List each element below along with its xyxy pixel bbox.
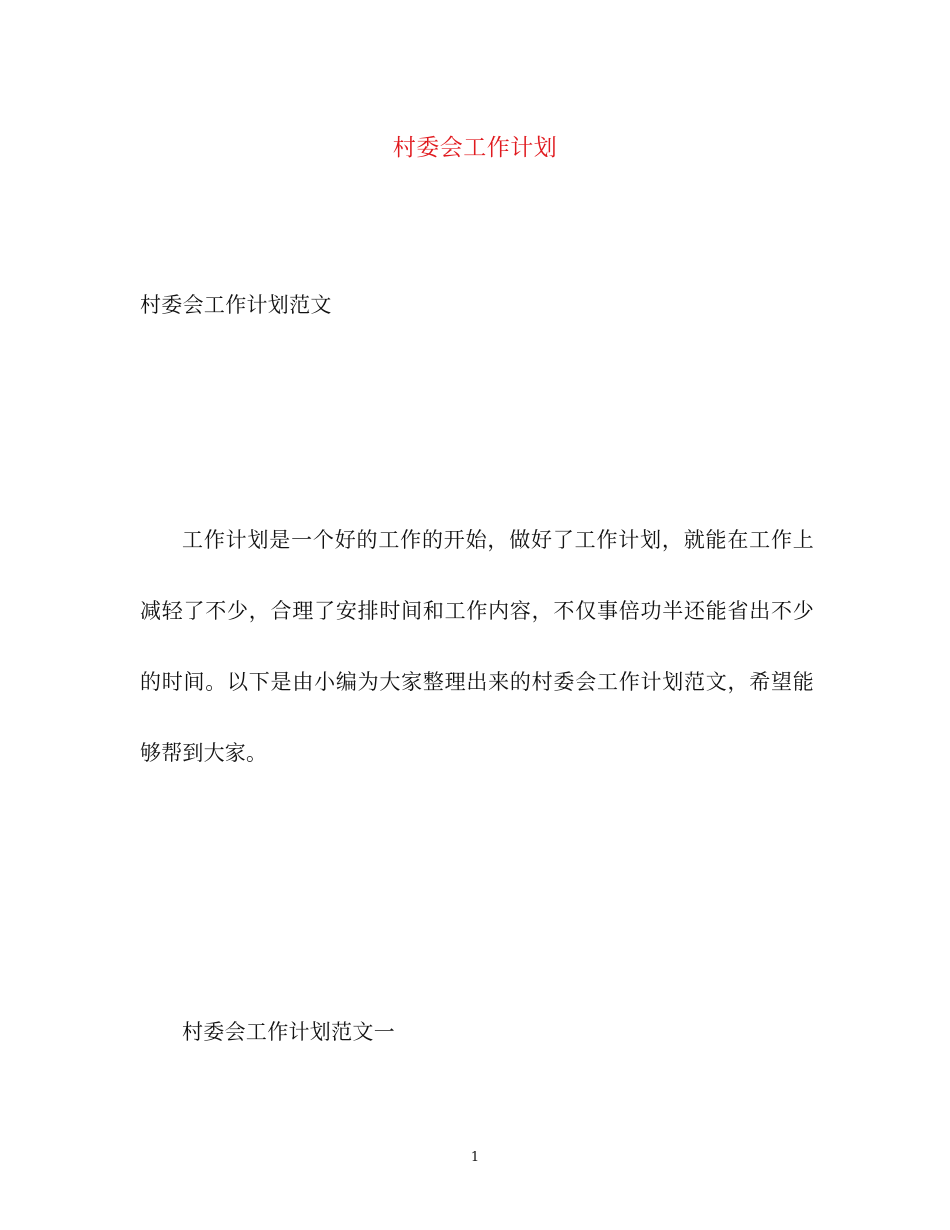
document-subtitle: 村委会工作计划范文 [140, 293, 332, 317]
intro-paragraph: 工作计划是一个好的工作的开始，做好了工作计划，就能在工作上减轻了不少，合理了安排时间和工作内容，不仅事倍功半还能省出不少的时间。以下是由小编为大家整理出来的村委会工作计划范文，希望能够帮到大家。 [140, 528, 814, 765]
page-number: 1 [470, 1150, 480, 1165]
section-heading: 村委会工作计划范文一 [182, 1020, 395, 1044]
document-title: 村委会工作计划 [392, 135, 558, 161]
